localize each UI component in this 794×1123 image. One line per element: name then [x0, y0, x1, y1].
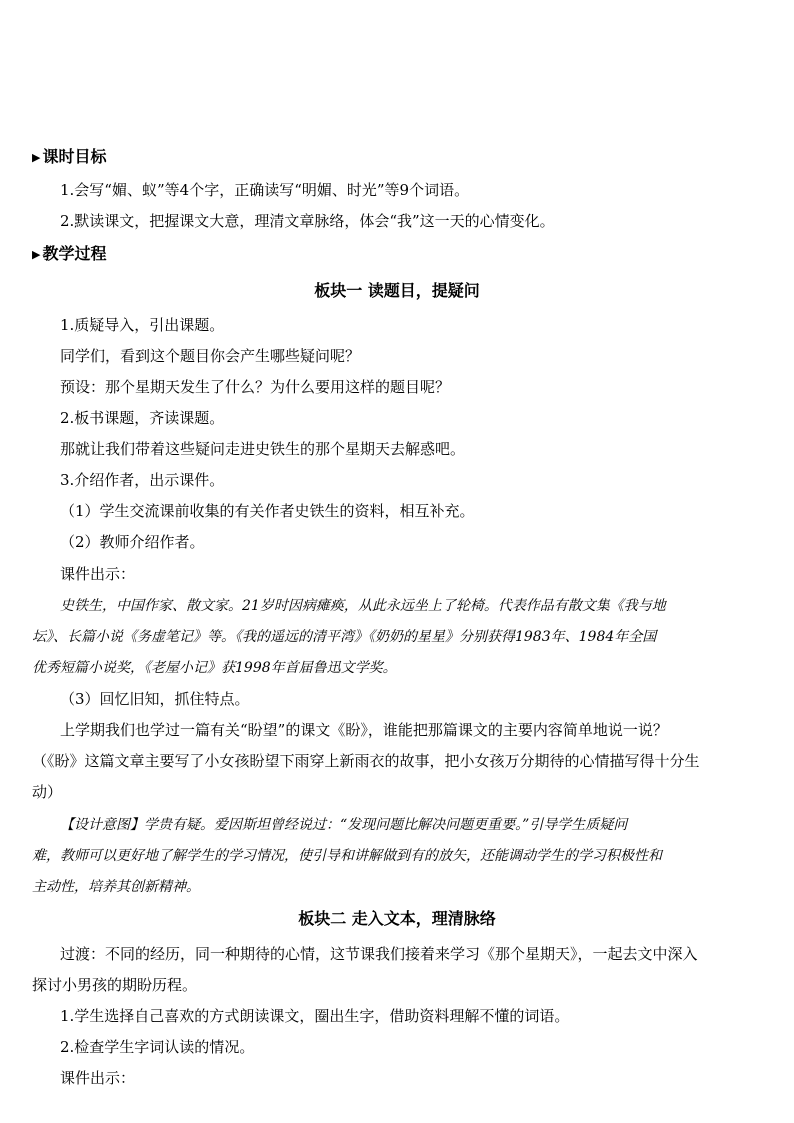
paragraph: 2.板书课题，齐读课题。: [60, 409, 225, 427]
process-heading: ▶ 教学过程: [32, 244, 107, 263]
paragraph: （2）教师介绍作者。: [60, 533, 205, 551]
author-intro: 坛》、长篇小说《务虚笔记》等。《我的遥远的清平湾》《奶奶的星星》分别获得1983年、1984年全国: [32, 629, 657, 645]
block2-title: 板块二 走入文本，理清脉络: [298, 909, 496, 928]
paragraph: 1.学生选择自己喜欢的方式朗读课文，圈出生字，借助资料理解不懂的词语。: [60, 1007, 570, 1025]
paragraph: 过渡：不同的经历，同一种期待的心情，这节课我们接着来学习《那个星期天》，一起去文中深入: [60, 945, 698, 963]
paragraph: （3）回忆旧知，抓住特点。: [60, 690, 250, 708]
triangle-bullet-icon: ▶: [32, 248, 41, 261]
paragraph: 课件出示：: [60, 565, 136, 583]
author-intro: 史铁生，中国作家、散文家。21岁时因病瘫痪，从此永远坐上了轮椅。代表作品有散文集《我与地: [60, 598, 666, 614]
objective-item: 1.会写“媚、蚁”等4个字，正确读写“明媚、时光”等9个词语。: [60, 181, 470, 199]
paragraph: 动）: [32, 783, 63, 801]
paragraph: 那就让我们带着这些疑问走进史铁生的那个星期天去解惑吧。: [60, 440, 466, 458]
paragraph: 预设：那个星期天发生了什么？为什么要用这样的题目呢？: [60, 378, 451, 396]
objective-item: 2.默读课文，把握课文大意，理清文章脉络，体会“我”这一天的心情变化。: [60, 212, 555, 230]
paragraph: 同学们，看到这个题目你会产生哪些疑问呢？: [60, 347, 361, 365]
paragraph: （1）学生交流课前收集的有关作者史铁生的资料，相互补充。: [60, 502, 475, 520]
paragraph: （《盼》这篇文章主要写了小女孩盼望下雨穿上新雨衣的故事，把小女孩万分期待的心情描写得十分生: [32, 752, 700, 770]
paragraph: 1.质疑导入，引出课题。: [60, 316, 225, 334]
triangle-bullet-icon: ▶: [32, 151, 41, 164]
author-intro: 优秀短篇小说奖，《老屋小记》获1998年首届鲁迅文学奖。: [32, 660, 397, 676]
paragraph: 上学期我们也学过一篇有关“盼望”的课文《盼》，谁能把那篇课文的主要内容简单地说一说？: [60, 721, 668, 739]
paragraph: 课件出示：: [60, 1069, 136, 1087]
design-intent: 难，教师可以更好地了解学生的学习情况，使引导和讲解做到有的放矢，还能调动学生的学习积极性和: [32, 848, 662, 864]
design-intent: 主动性，培养其创新精神。: [32, 879, 200, 895]
paragraph: 2.检查学生字词认读的情况。: [60, 1038, 255, 1056]
block1-title: 板块一 读题目，提疑问: [314, 281, 480, 300]
paragraph: 3.介绍作者，出示课件。: [60, 471, 225, 489]
objectives-heading: ▶ 课时目标: [32, 147, 107, 166]
design-intent: 【设计意图】学贵有疑。爱因斯坦曾经说过：“发现问题比解决问题更重要。”引导学生质疑问: [60, 817, 628, 833]
paragraph: 探讨小男孩的期盼历程。: [32, 976, 198, 994]
